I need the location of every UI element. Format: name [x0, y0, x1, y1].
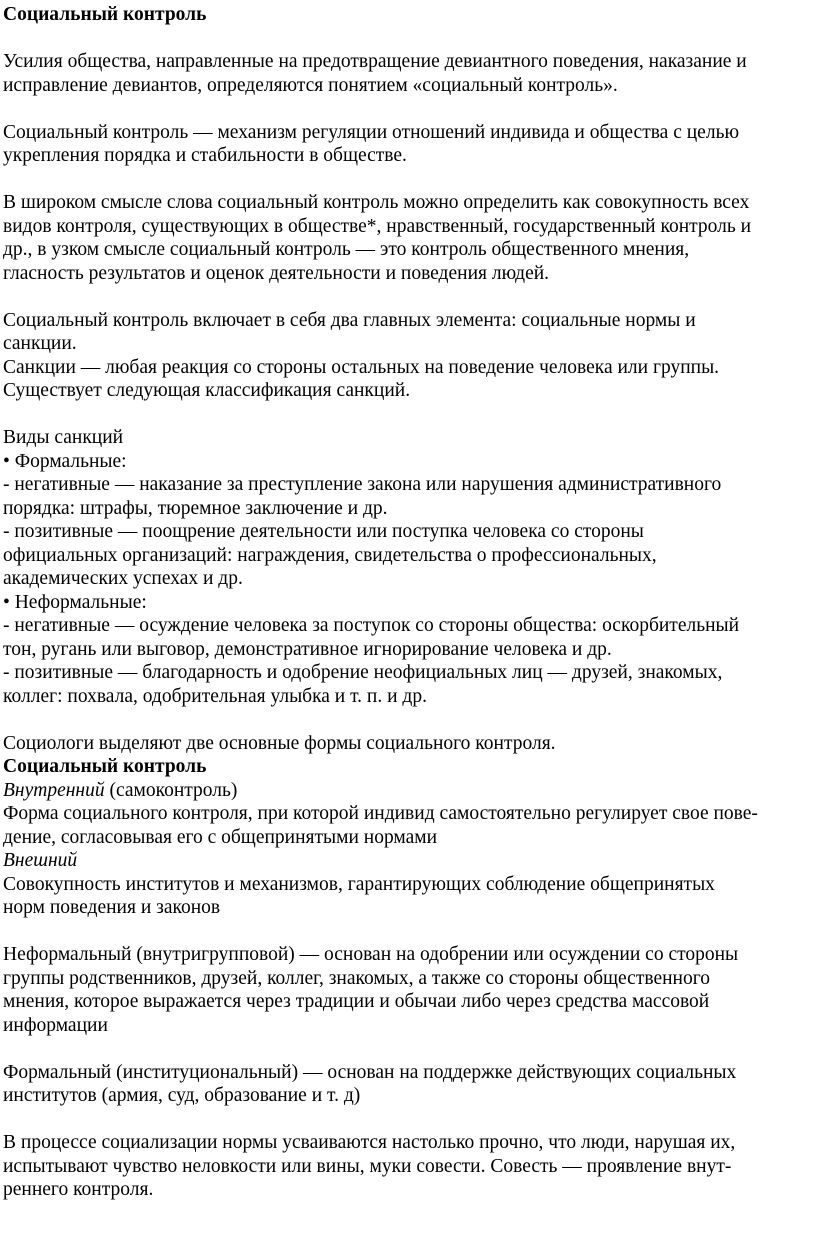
text-line: дение, согласовывая его с общепринятыми нормами — [3, 826, 438, 848]
text-line: Формальный (институциональный) — основан на поддержке действующих социальных — [3, 1061, 737, 1083]
text-line: мнения, которое выражается через традиции и обычаи либо через средства массовой — [3, 991, 710, 1012]
text-line: реннего контроля. — [3, 1179, 154, 1200]
text-line: информации — [3, 1014, 108, 1036]
text-line: институтов (армия, суд, образование и т. д) — [3, 1085, 361, 1106]
spacer — [3, 1037, 816, 1061]
text-line: Социальный контроль — механизм регуляции отношений индивида и общества с целью — [3, 121, 740, 143]
spacer — [3, 27, 816, 51]
spacer — [3, 1108, 816, 1132]
text-line: санкции. — [3, 333, 77, 354]
forms-heading: Социальный контроль — [3, 756, 207, 777]
list-item-informal: • Неформальные: — [3, 591, 147, 613]
spacer — [3, 708, 816, 732]
text-line: - позитивные — благодарность и одобрение неофициальных лиц — друзей, знакомых, — [3, 662, 723, 683]
text-line: - негативные — осуждение человека за поступок со стороны общества: оскорбительный — [3, 615, 740, 636]
text-line: исправление девиантов, определяются понятием «социальный контроль». — [3, 74, 618, 96]
text-line: академических успехах и др. — [3, 568, 243, 589]
text-line: Санкции — любая реакция со стороны остальных на поведение человека или группы. — [3, 356, 720, 378]
spacer — [3, 920, 816, 944]
spacer — [3, 168, 816, 192]
document-title: Социальный контроль — [3, 4, 207, 25]
spacer — [3, 285, 816, 309]
text-line: гласность результатов и оценок деятельности и поведения людей. — [3, 262, 550, 284]
text-line: норм поведения и законов — [3, 897, 221, 918]
text-line: укрепления порядка и стабильности в обществе. — [3, 145, 407, 166]
text-line: Существует следующая классификация санкций. — [3, 380, 411, 401]
text-line: порядка: штрафы, тюремное заключение и др. — [3, 497, 388, 519]
internal-term: Внутренний — [3, 779, 105, 801]
external-term: Внешний — [3, 850, 78, 871]
text-line: Социальный контроль включает в себя два главных элемента: социальные нормы и — [3, 309, 696, 331]
text-line: В процессе социализации нормы усваиваются настолько прочно, что люди, нарушая их, — [3, 1132, 736, 1153]
list-item-formal: • Формальные: — [3, 450, 127, 472]
paragraph-intro — [3, 50, 816, 97]
text-line: В широком смысле слова социальный контроль можно определить как совокупность всех — [3, 192, 750, 213]
paragraph-informal-control — [3, 943, 816, 1037]
text-line: - негативные — наказание за преступление закона или нарушения административного — [3, 474, 722, 495]
text-line: тон, ругань или выговор, демонстративное игнорирование человека и др. — [3, 638, 612, 660]
sanctions-heading: Виды санкций — [3, 427, 124, 448]
paragraph-definition — [3, 121, 816, 168]
text-line: Совокупность институтов и механизмов, гарантирующих соблюдение общепринятых — [3, 873, 715, 895]
text-line: Усилия общества, направленные на предотвращение девиантного поведения, наказание и — [3, 51, 747, 72]
text-line: официальных организаций: награждения, свидетельства о профессиональных, — [3, 544, 657, 566]
text-line: коллег: похвала, одобрительная улыбка и т. п. и др. — [3, 685, 427, 707]
paragraph-elements — [3, 309, 816, 403]
internal-paren: (самоконтроль) — [104, 779, 238, 801]
text-line: Социологи выделяют две основные формы социального контроля. — [3, 732, 556, 754]
internal-term-line — [3, 779, 816, 803]
paragraph-broad-narrow — [3, 191, 816, 285]
text-line: Неформальный (внутригрупповой) — основан на одобрении или осуждении со стороны — [3, 944, 739, 965]
spacer — [3, 403, 816, 427]
sanctions-section — [3, 426, 816, 708]
text-line: испытывают чувство неловкости или вины, муки совести. Совесть — проявление внут- — [3, 1155, 732, 1177]
spacer — [3, 97, 816, 121]
text-line: др., в узком смысле социальный контроль — это контроль общественного мнения, — [3, 239, 690, 260]
forms-section — [3, 732, 816, 920]
paragraph-conscience — [3, 1131, 816, 1202]
paragraph-formal-control — [3, 1061, 816, 1108]
text-line: видов контроля, существующих в обществе*, нравственный, государственный контроль и — [3, 215, 752, 237]
text-line: группы родственников, друзей, коллег, знакомых, а также со стороны общественного — [3, 967, 710, 989]
text-line: Форма социального контроля, при которой индивид самостоятельно регулирует свое пове- — [3, 803, 758, 824]
text-line: - позитивные — поощрение деятельности или поступка человека со стороны — [3, 521, 644, 542]
